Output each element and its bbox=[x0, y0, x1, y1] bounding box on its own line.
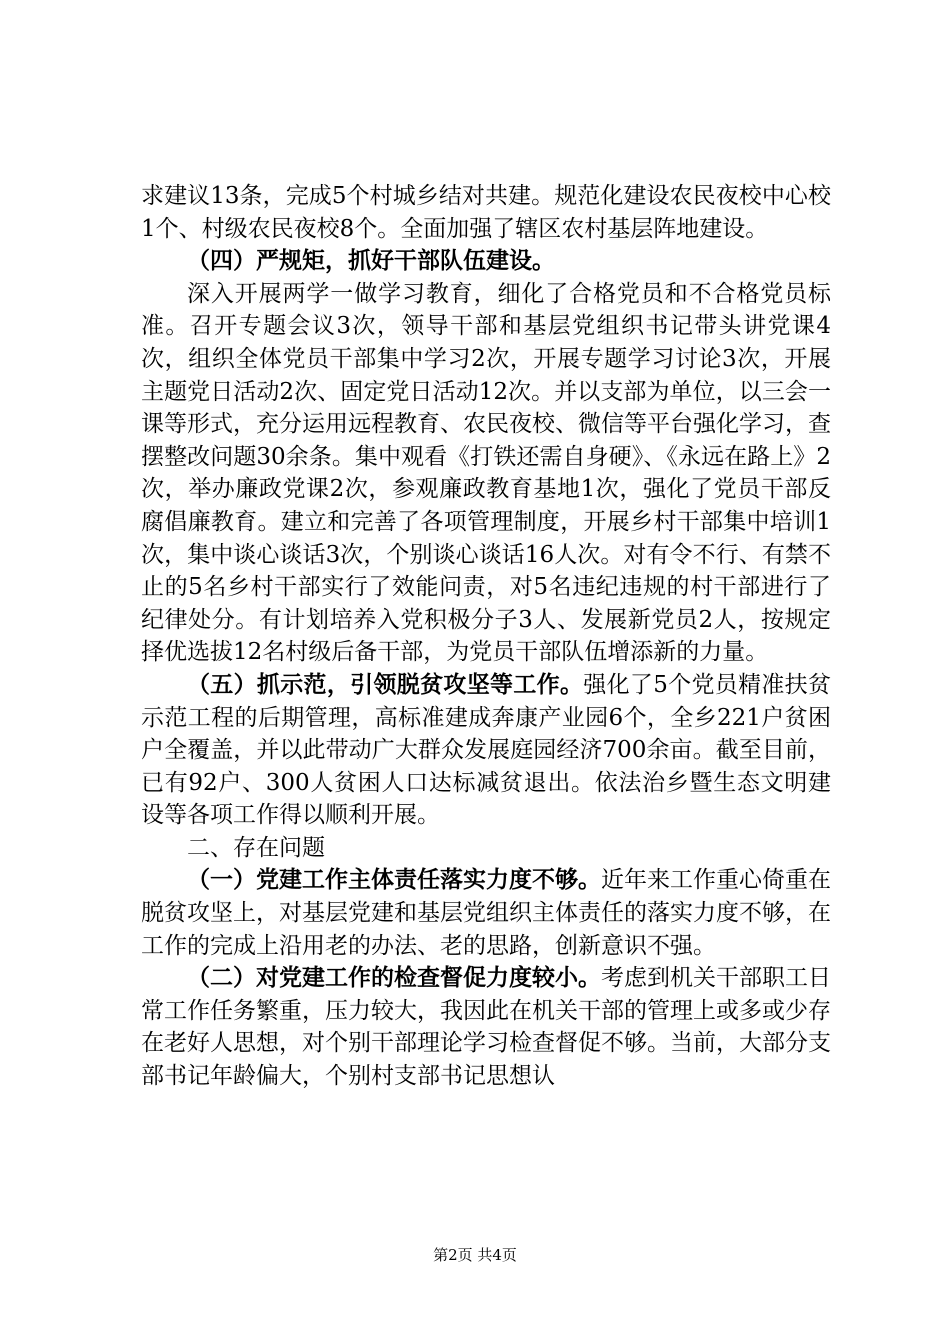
paragraph-continued: 求建议13条，完成5个村城乡结对共建。规范化建设农民夜校中心校1个、村级农民夜校8个。全面加强了辖区农村基层阵地建设。 bbox=[141, 183, 831, 242]
paragraph-problem-2 bbox=[141, 962, 831, 1092]
paragraph-section-5 bbox=[141, 669, 831, 832]
paragraph-problem-1-text: 近年来工作重心倚重在脱贫攻坚上，对基层党建和基层党组织主体责任的落实力度不够，在工作的完成上沿用老的办法、老的思路，创新意识不强。 bbox=[141, 867, 831, 959]
heading-section-5: （五）抓示范，引领脱贫攻坚等工作。 bbox=[187, 671, 584, 698]
paragraph-section-5-text: 强化了5个党员精准扶贫示范工程的后期管理，高标准建成奔康产业园6个，全乡221户贫困户全覆盖，并以此带动广大群众发展庭园经济700余亩。截至目前，已有92户、300人贫困人口达标减贫退出。依法治乡暨生态文明建设等各项工作得以顺利开展。 bbox=[141, 671, 831, 829]
heading-section-4: （四）严规矩，抓好干部队伍建设。 bbox=[187, 248, 555, 275]
paragraph-problem-1 bbox=[141, 864, 831, 962]
document-body bbox=[141, 180, 831, 1093]
paragraph-section-4: 深入开展两学一做学习教育，细化了合格党员和不合格党员标准。召开专题会议3次，领导干部和基层党组织书记带头讲党课4次，组织全体党员干部集中学习2次，开展专题学习讨论3次，开展主题党日活动2次、固定党日活动12次。并以支部为单位，以三会一课等形式，充分运用远程教育、农民夜校、微信等平台强化学习，查摆整改问题30余条。集中观看《打铁还需自身硬》、《永远在路上》2次，举办廉政党课2次，参观廉政教育基地1次，强化了党员干部反腐倡廉教育。建立和完善了各项管理制度，开展乡村干部集中培训1次，集中谈心谈话3次，个别谈心谈话16人次。对有令不行、有禁不止的5名乡村干部实行了效能问责，对5名违纪违规的村干部进行了纪律处分。有计划培养入党积极分子3人、发展新党员2人，按规定择优选拔12名村级后备干部，为党员干部队伍增添新的力量。 bbox=[141, 280, 831, 666]
page-footer: 第2页 共4页 bbox=[433, 1246, 517, 1264]
heading-problems: 二、存在问题 bbox=[187, 834, 325, 861]
heading-problem-1: （一）党建工作主体责任落实力度不够。 bbox=[187, 867, 601, 894]
paragraph-problem-2-text: 考虑到机关干部职工日常工作任务繁重，压力较大，我因此在机关干部的管理上或多或少存在老好人思想，对个别干部理论学习检查督促不够。当前，大部分支部书记年龄偏大，个别村支部书记思想认 bbox=[141, 965, 831, 1090]
heading-problem-2: （二）对党建工作的检查督促力度较小。 bbox=[187, 965, 601, 992]
